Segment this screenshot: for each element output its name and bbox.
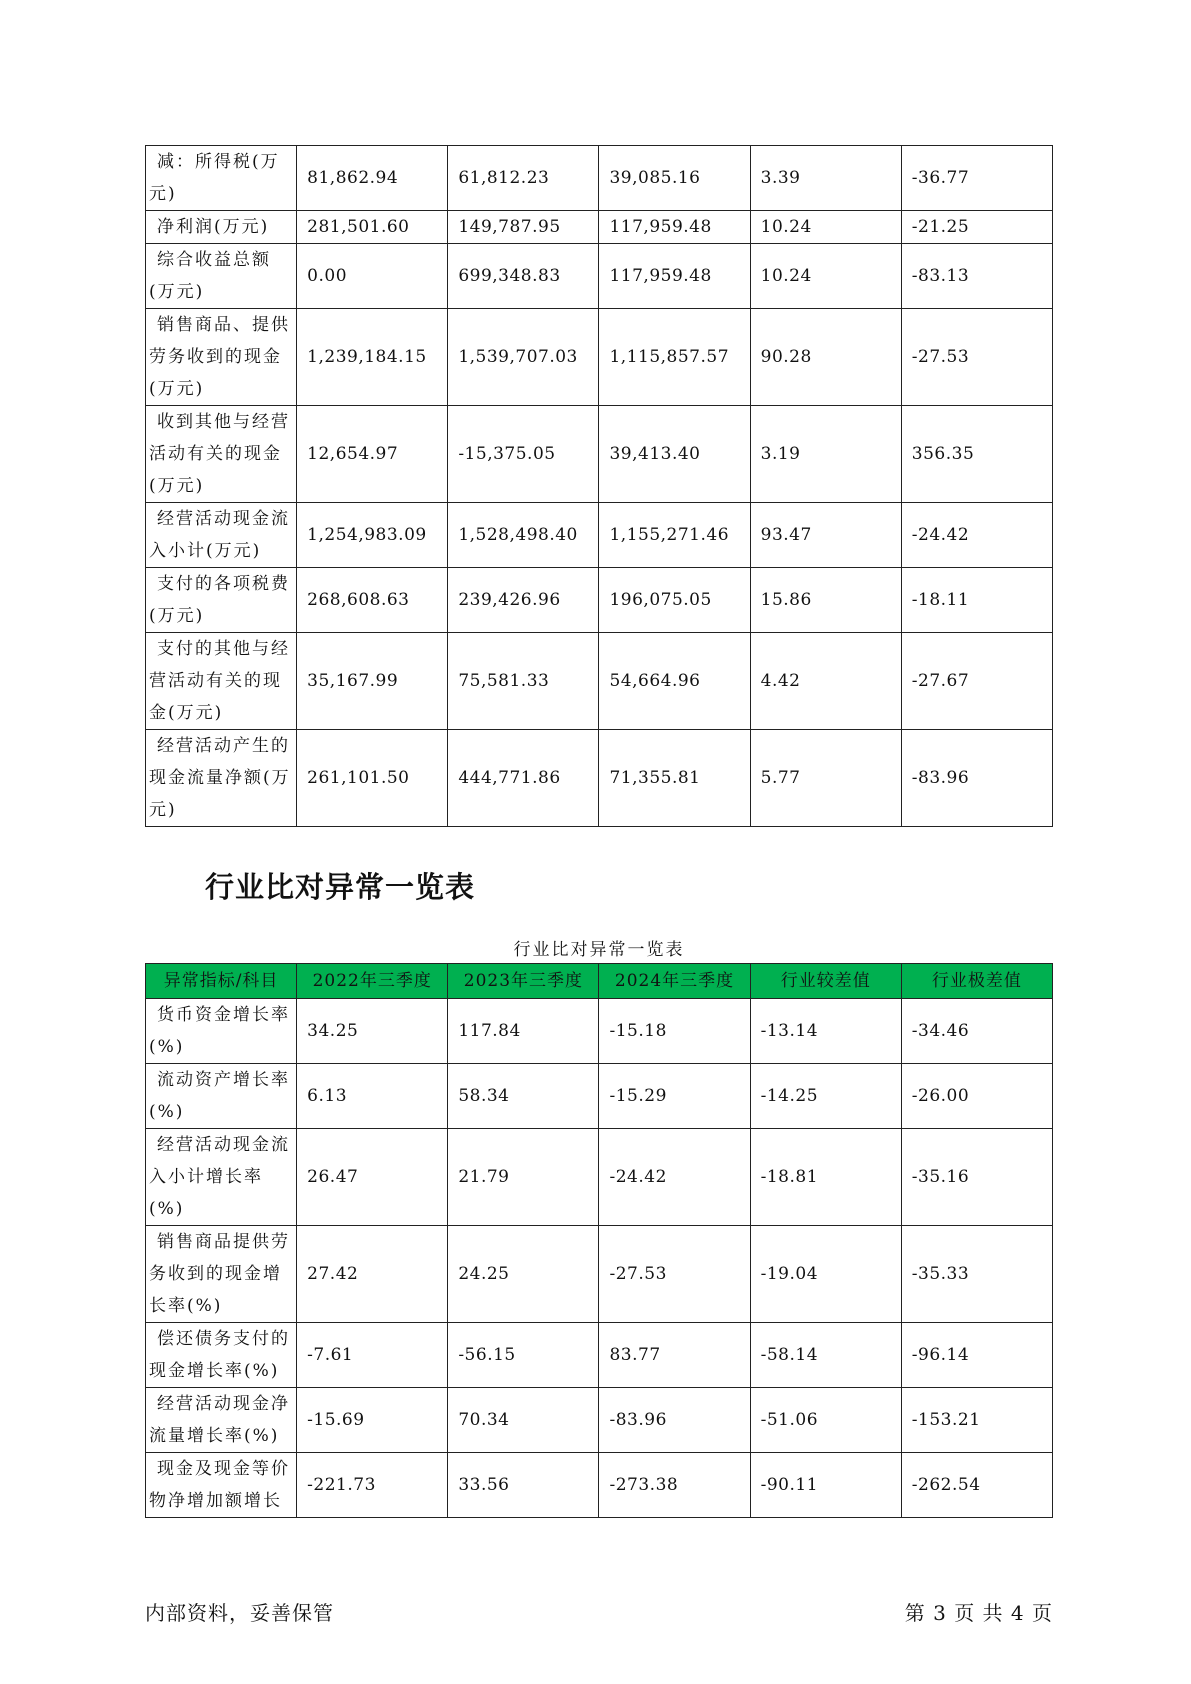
cell-value: 1,539,707.03	[448, 309, 599, 406]
industry-anomaly-table	[145, 963, 1053, 1518]
table-row	[146, 999, 1053, 1064]
cell-value: -221.73	[297, 1453, 448, 1518]
cell-value: 1,155,271.46	[599, 503, 750, 568]
cell-value: 261,101.50	[297, 730, 448, 827]
financial-data-table	[145, 145, 1053, 827]
column-header: 行业极差值	[901, 964, 1052, 999]
cell-value: 281,501.60	[297, 211, 448, 244]
cell-value: 33.56	[448, 1453, 599, 1518]
cell-value: -21.25	[901, 211, 1052, 244]
cell-value: 4.42	[750, 633, 901, 730]
row-label: 销售商品提供劳务收到的现金增长率(%)	[146, 1226, 297, 1323]
row-label: 净利润(万元)	[146, 211, 297, 244]
cell-value: 27.42	[297, 1226, 448, 1323]
cell-value: 35,167.99	[297, 633, 448, 730]
cell-value: 81,862.94	[297, 146, 448, 211]
table-row	[146, 730, 1053, 827]
cell-value: 54,664.96	[599, 633, 750, 730]
cell-value: 10.24	[750, 211, 901, 244]
column-header: 异常指标/科目	[146, 964, 297, 999]
row-label: 货币资金增长率(%)	[146, 999, 297, 1064]
cell-value: 83.77	[599, 1323, 750, 1388]
row-label: 经营活动现金流入小计增长率(%)	[146, 1129, 297, 1226]
cell-value: 356.35	[901, 406, 1052, 503]
table-row	[146, 1064, 1053, 1129]
row-label: 收到其他与经营活动有关的现金(万元)	[146, 406, 297, 503]
column-header: 行业较差值	[750, 964, 901, 999]
row-label: 现金及现金等价物净增加额增长	[146, 1453, 297, 1518]
cell-value: 3.19	[750, 406, 901, 503]
cell-value: 34.25	[297, 999, 448, 1064]
cell-value: -19.04	[750, 1226, 901, 1323]
cell-value: 117,959.48	[599, 211, 750, 244]
table-row	[146, 309, 1053, 406]
table-row	[146, 146, 1053, 211]
cell-value: 12,654.97	[297, 406, 448, 503]
cell-value: 21.79	[448, 1129, 599, 1226]
cell-value: 39,085.16	[599, 146, 750, 211]
cell-value: 5.77	[750, 730, 901, 827]
cell-value: 117,959.48	[599, 244, 750, 309]
column-header: 2022年三季度	[297, 964, 448, 999]
row-label: 支付的各项税费(万元)	[146, 568, 297, 633]
cell-value: -27.53	[901, 309, 1052, 406]
cell-value: 117.84	[448, 999, 599, 1064]
cell-value: -96.14	[901, 1323, 1052, 1388]
cell-value: -24.42	[901, 503, 1052, 568]
row-label: 经营活动现金流入小计(万元)	[146, 503, 297, 568]
cell-value: -27.67	[901, 633, 1052, 730]
page-number: 第 3 页 共 4 页	[904, 1601, 1053, 1625]
cell-value: -90.11	[750, 1453, 901, 1518]
cell-value: -24.42	[599, 1129, 750, 1226]
cell-value: -83.96	[901, 730, 1052, 827]
cell-value: 149,787.95	[448, 211, 599, 244]
table-row	[146, 244, 1053, 309]
cell-value: -34.46	[901, 999, 1052, 1064]
cell-value: -58.14	[750, 1323, 901, 1388]
cell-value: -14.25	[750, 1064, 901, 1129]
row-label: 支付的其他与经营活动有关的现金(万元)	[146, 633, 297, 730]
cell-value: -26.00	[901, 1064, 1052, 1129]
cell-value: 61,812.23	[448, 146, 599, 211]
cell-value: 1,528,498.40	[448, 503, 599, 568]
cell-value: 1,115,857.57	[599, 309, 750, 406]
cell-value: 39,413.40	[599, 406, 750, 503]
table-row	[146, 633, 1053, 730]
row-label: 综合收益总额(万元)	[146, 244, 297, 309]
row-label: 偿还债务支付的现金增长率(%)	[146, 1323, 297, 1388]
row-label: 经营活动产生的现金流量净额(万元)	[146, 730, 297, 827]
cell-value: -51.06	[750, 1388, 901, 1453]
table-row	[146, 1388, 1053, 1453]
cell-value: 93.47	[750, 503, 901, 568]
cell-value: -18.11	[901, 568, 1052, 633]
cell-value: -15,375.05	[448, 406, 599, 503]
table-row	[146, 503, 1053, 568]
row-label: 销售商品、提供劳务收到的现金(万元)	[146, 309, 297, 406]
table-caption: 行业比对异常一览表	[513, 940, 685, 960]
cell-value: -36.77	[901, 146, 1052, 211]
cell-value: 268,608.63	[297, 568, 448, 633]
cell-value: -7.61	[297, 1323, 448, 1388]
cell-value: -13.14	[750, 999, 901, 1064]
cell-value: 239,426.96	[448, 568, 599, 633]
cell-value: 444,771.86	[448, 730, 599, 827]
cell-value: 24.25	[448, 1226, 599, 1323]
table-row	[146, 1226, 1053, 1323]
cell-value: -35.33	[901, 1226, 1052, 1323]
cell-value: 196,075.05	[599, 568, 750, 633]
cell-value: 10.24	[750, 244, 901, 309]
row-label: 减：所得税(万元)	[146, 146, 297, 211]
cell-value: -153.21	[901, 1388, 1052, 1453]
table-row	[146, 1129, 1053, 1226]
cell-value: -35.16	[901, 1129, 1052, 1226]
table-row	[146, 211, 1053, 244]
cell-value: -56.15	[448, 1323, 599, 1388]
cell-value: -83.96	[599, 1388, 750, 1453]
cell-value: 1,254,983.09	[297, 503, 448, 568]
cell-value: -15.69	[297, 1388, 448, 1453]
table-row	[146, 1453, 1053, 1518]
cell-value: -273.38	[599, 1453, 750, 1518]
row-label: 流动资产增长率(%)	[146, 1064, 297, 1129]
footer-confidential-note: 内部资料，妥善保管	[145, 1601, 334, 1625]
table-row	[146, 568, 1053, 633]
cell-value: 6.13	[297, 1064, 448, 1129]
cell-value: -15.18	[599, 999, 750, 1064]
section-heading: 行业比对异常一览表	[205, 870, 476, 904]
cell-value: 75,581.33	[448, 633, 599, 730]
cell-value: -83.13	[901, 244, 1052, 309]
cell-value: 3.39	[750, 146, 901, 211]
column-header: 2024年三季度	[599, 964, 750, 999]
cell-value: 70.34	[448, 1388, 599, 1453]
cell-value: -27.53	[599, 1226, 750, 1323]
cell-value: 1,239,184.15	[297, 309, 448, 406]
cell-value: 699,348.83	[448, 244, 599, 309]
cell-value: 71,355.81	[599, 730, 750, 827]
cell-value: 0.00	[297, 244, 448, 309]
cell-value: 26.47	[297, 1129, 448, 1226]
table-row	[146, 1323, 1053, 1388]
cell-value: -262.54	[901, 1453, 1052, 1518]
table-header-row	[146, 964, 1053, 999]
cell-value: -18.81	[750, 1129, 901, 1226]
column-header: 2023年三季度	[448, 964, 599, 999]
cell-value: -15.29	[599, 1064, 750, 1129]
table-row	[146, 406, 1053, 503]
cell-value: 90.28	[750, 309, 901, 406]
cell-value: 15.86	[750, 568, 901, 633]
row-label: 经营活动现金净流量增长率(%)	[146, 1388, 297, 1453]
cell-value: 58.34	[448, 1064, 599, 1129]
